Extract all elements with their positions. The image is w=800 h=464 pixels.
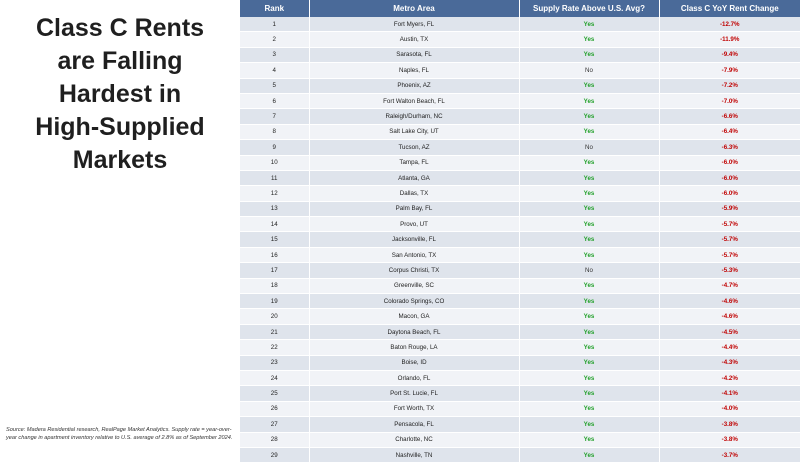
table-row [240, 63, 800, 78]
table-row [240, 124, 800, 139]
rent-change-cell: -6.0% [659, 170, 800, 185]
supply-cell: Yes [519, 217, 659, 232]
metro-cell: Tucson, AZ [309, 140, 519, 155]
column-header-rent-change: Class C YoY Rent Change [659, 0, 800, 17]
supply-cell: Yes [519, 294, 659, 309]
metro-cell: Macon, GA [309, 309, 519, 324]
rent-change-cell: -4.7% [659, 278, 800, 293]
metro-cell: Greenville, SC [309, 278, 519, 293]
metro-cell: Dallas, TX [309, 186, 519, 201]
table-row [240, 401, 800, 416]
supply-cell: Yes [519, 32, 659, 47]
rent-change-cell: -4.2% [659, 370, 800, 385]
rent-change-cell: -5.7% [659, 232, 800, 247]
table-row [240, 170, 800, 185]
supply-cell: No [519, 263, 659, 278]
supply-cell: Yes [519, 109, 659, 124]
supply-cell: Yes [519, 232, 659, 247]
supply-cell: Yes [519, 17, 659, 32]
rent-change-cell: -5.7% [659, 217, 800, 232]
table-row [240, 78, 800, 93]
supply-cell: Yes [519, 324, 659, 339]
rent-change-cell: -6.4% [659, 124, 800, 139]
metro-cell: Corpus Christi, TX [309, 263, 519, 278]
table-row [240, 417, 800, 432]
table-body [240, 17, 800, 463]
column-header-supply: Supply Rate Above U.S. Avg? [519, 0, 659, 17]
column-header-metro: Metro Area [309, 0, 519, 17]
table-row [240, 294, 800, 309]
rent-change-cell: -4.6% [659, 294, 800, 309]
rank-cell: 17 [240, 263, 309, 278]
supply-cell: Yes [519, 370, 659, 385]
metro-cell: Baton Rouge, LA [309, 340, 519, 355]
table-row [240, 155, 800, 170]
rank-cell: 11 [240, 170, 309, 185]
rank-cell: 2 [240, 32, 309, 47]
rent-change-cell: -6.0% [659, 186, 800, 201]
rank-cell: 14 [240, 217, 309, 232]
rent-change-cell: -7.2% [659, 78, 800, 93]
rent-change-cell: -3.8% [659, 432, 800, 447]
metro-cell: San Antonio, TX [309, 247, 519, 262]
rank-cell: 4 [240, 63, 309, 78]
rank-cell: 23 [240, 355, 309, 370]
metro-cell: Naples, FL [309, 63, 519, 78]
rent-change-cell: -11.9% [659, 32, 800, 47]
metro-cell: Orlando, FL [309, 370, 519, 385]
table-row [240, 93, 800, 108]
rank-cell: 25 [240, 386, 309, 401]
supply-cell: No [519, 140, 659, 155]
rent-change-cell: -12.7% [659, 17, 800, 32]
metro-cell: Fort Worth, TX [309, 401, 519, 416]
column-header-rank: Rank [240, 0, 309, 17]
metro-cell: Boise, ID [309, 355, 519, 370]
table-row [240, 17, 800, 32]
table-row [240, 386, 800, 401]
rent-change-cell: -4.0% [659, 401, 800, 416]
rank-cell: 22 [240, 340, 309, 355]
supply-cell: Yes [519, 417, 659, 432]
rank-cell: 18 [240, 278, 309, 293]
table-row [240, 217, 800, 232]
metro-cell: Fort Walton Beach, FL [309, 93, 519, 108]
table-row [240, 447, 800, 462]
metro-cell: Palm Bay, FL [309, 201, 519, 216]
rent-change-cell: -3.8% [659, 417, 800, 432]
metro-cell: Sarasota, FL [309, 47, 519, 62]
table-row [240, 186, 800, 201]
rank-cell: 5 [240, 78, 309, 93]
table-header-row [240, 0, 800, 17]
rank-cell: 16 [240, 247, 309, 262]
title-line: are Falling [57, 47, 183, 75]
rent-change-cell: -3.7% [659, 447, 800, 462]
table-row [240, 47, 800, 62]
table-row [240, 140, 800, 155]
rank-cell: 29 [240, 447, 309, 462]
metro-cell: Colorado Springs, CO [309, 294, 519, 309]
rank-cell: 9 [240, 140, 309, 155]
table-row [240, 370, 800, 385]
supply-cell: Yes [519, 432, 659, 447]
rank-cell: 26 [240, 401, 309, 416]
table-row [240, 232, 800, 247]
supply-cell: Yes [519, 78, 659, 93]
supply-cell: Yes [519, 124, 659, 139]
title-line: High-Supplied [35, 113, 205, 141]
supply-cell: Yes [519, 340, 659, 355]
title-line: Hardest in [58, 80, 182, 108]
table-row [240, 263, 800, 278]
title-line: Markets [72, 146, 168, 174]
rank-cell: 3 [240, 47, 309, 62]
metro-cell: Phoenix, AZ [309, 78, 519, 93]
metro-cell: Tampa, FL [309, 155, 519, 170]
metro-cell: Salt Lake City, UT [309, 124, 519, 139]
supply-cell: Yes [519, 401, 659, 416]
rent-change-cell: -6.3% [659, 140, 800, 155]
rent-change-cell: -6.6% [659, 109, 800, 124]
metro-cell: Fort Myers, FL [309, 17, 519, 32]
metro-cell: Nashville, TN [309, 447, 519, 462]
table-row [240, 355, 800, 370]
supply-cell: Yes [519, 447, 659, 462]
metro-cell: Austin, TX [309, 32, 519, 47]
metro-cell: Port St. Lucie, FL [309, 386, 519, 401]
supply-cell: Yes [519, 155, 659, 170]
rank-cell: 28 [240, 432, 309, 447]
metro-cell: Atlanta, GA [309, 170, 519, 185]
rank-cell: 13 [240, 201, 309, 216]
metro-cell: Charlotte, NC [309, 432, 519, 447]
rank-cell: 19 [240, 294, 309, 309]
rank-cell: 27 [240, 417, 309, 432]
table-row [240, 432, 800, 447]
metro-cell: Raleigh/Durham, NC [309, 109, 519, 124]
rank-cell: 6 [240, 93, 309, 108]
rent-change-cell: -7.0% [659, 93, 800, 108]
supply-cell: Yes [519, 47, 659, 62]
rent-change-cell: -6.0% [659, 155, 800, 170]
rank-cell: 12 [240, 186, 309, 201]
rent-change-cell: -9.4% [659, 47, 800, 62]
rank-cell: 8 [240, 124, 309, 139]
supply-cell: Yes [519, 309, 659, 324]
rent-change-cell: -7.9% [659, 63, 800, 78]
title-line: Class C Rents [35, 14, 205, 42]
metro-cell: Pensacola, FL [309, 417, 519, 432]
supply-cell: Yes [519, 201, 659, 216]
rank-cell: 10 [240, 155, 309, 170]
supply-cell: Yes [519, 186, 659, 201]
metro-cell: Jacksonville, FL [309, 232, 519, 247]
rent-change-cell: -5.3% [659, 263, 800, 278]
page-title [0, 12, 240, 177]
table-row [240, 109, 800, 124]
supply-cell: Yes [519, 355, 659, 370]
rent-change-cell: -4.5% [659, 324, 800, 339]
table-row [240, 32, 800, 47]
rent-change-table [240, 0, 800, 463]
rank-cell: 24 [240, 370, 309, 385]
supply-cell: Yes [519, 170, 659, 185]
rent-change-cell: -5.7% [659, 247, 800, 262]
supply-cell: Yes [519, 93, 659, 108]
rent-change-cell: -4.6% [659, 309, 800, 324]
rank-cell: 7 [240, 109, 309, 124]
table-row [240, 309, 800, 324]
metro-cell: Daytona Beach, FL [309, 324, 519, 339]
rent-change-cell: -4.4% [659, 340, 800, 355]
source-note: Source: Madera Residential research, RealPage Market Analytics. Supply rate = year-over-year change in apartment inventory relative to U.S. average of 2.8% as of September 2024. [6, 427, 233, 441]
table-row [240, 201, 800, 216]
table-row [240, 247, 800, 262]
supply-cell: No [519, 63, 659, 78]
rank-cell: 21 [240, 324, 309, 339]
metro-cell: Provo, UT [309, 217, 519, 232]
rank-cell: 20 [240, 309, 309, 324]
table-row [240, 340, 800, 355]
supply-cell: Yes [519, 386, 659, 401]
rent-change-cell: -4.1% [659, 386, 800, 401]
rank-cell: 1 [240, 17, 309, 32]
rent-change-cell: -4.3% [659, 355, 800, 370]
rank-cell: 15 [240, 232, 309, 247]
table-row [240, 278, 800, 293]
table-row [240, 324, 800, 339]
supply-cell: Yes [519, 247, 659, 262]
supply-cell: Yes [519, 278, 659, 293]
rent-change-cell: -5.9% [659, 201, 800, 216]
